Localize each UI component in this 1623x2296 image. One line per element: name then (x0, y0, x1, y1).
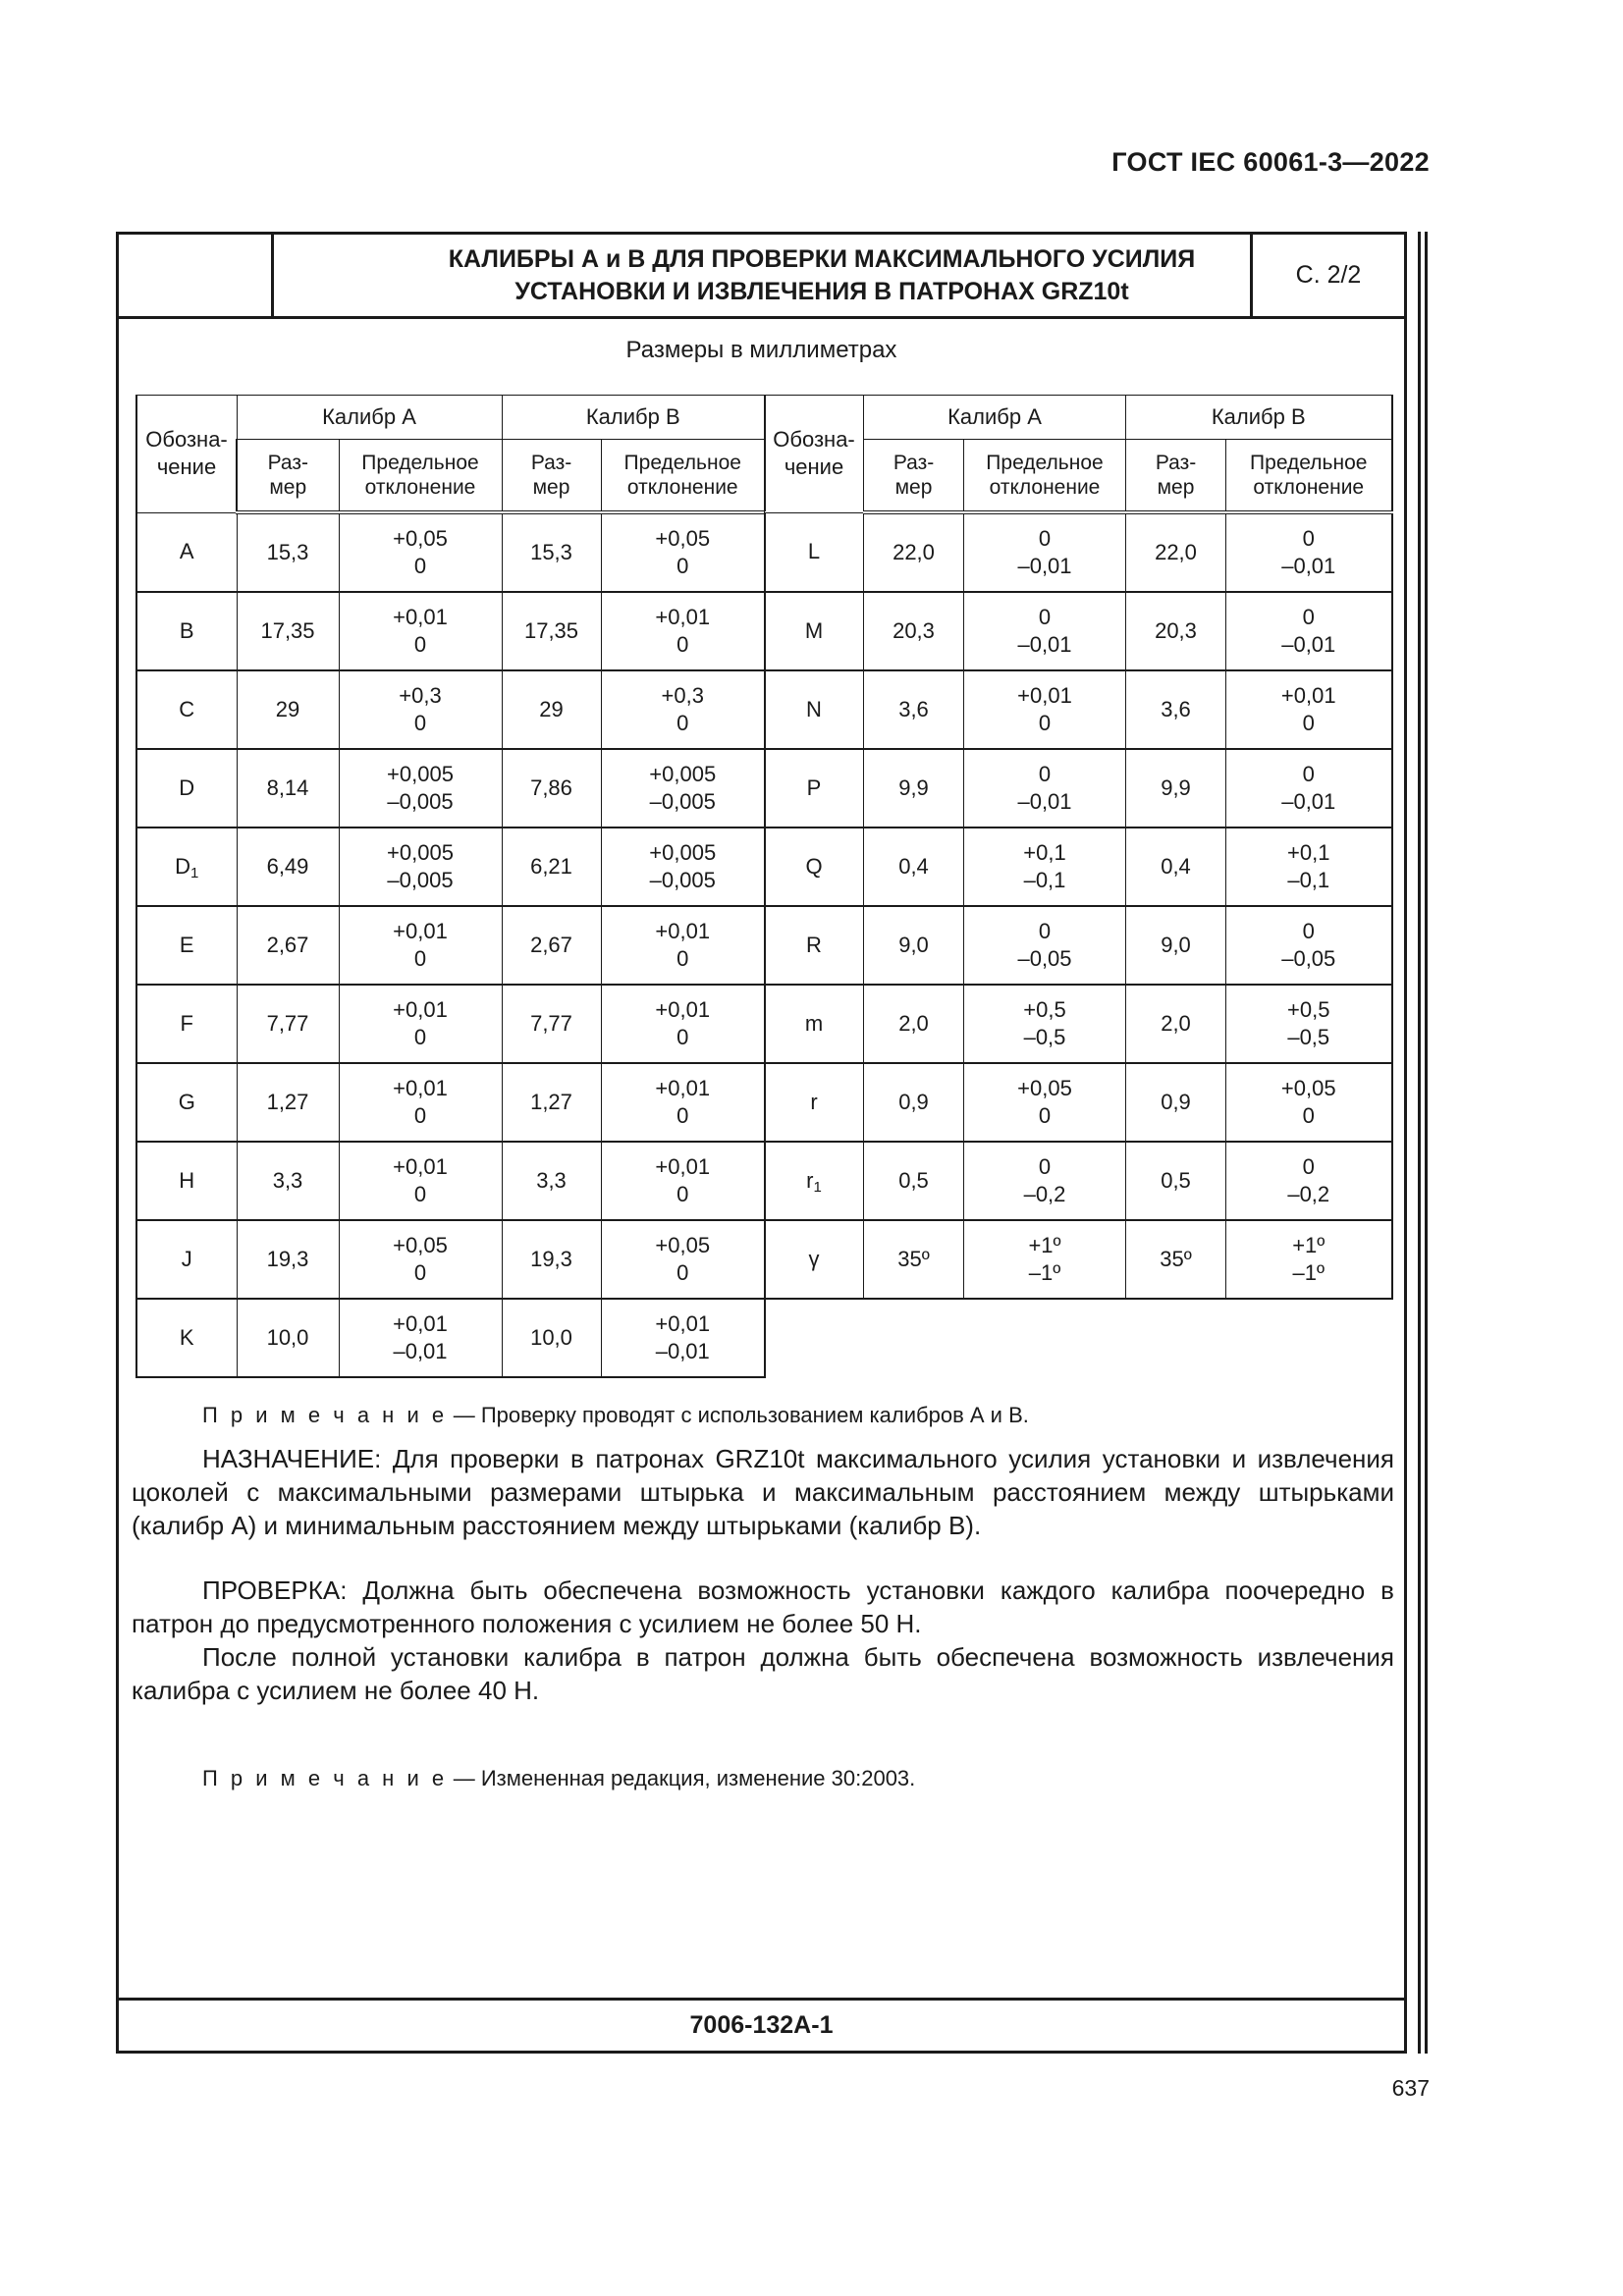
note-text: — Проверку проводят с использованием калибров А и В. (447, 1403, 1029, 1427)
gauge-a-size-cell: 19,3 (237, 1220, 339, 1299)
gauge-b-deviation-cell: 0 –0,05 (1226, 906, 1392, 985)
gauge-a-deviation-cell: +0,005 –0,005 (339, 749, 502, 828)
gauge-b-deviation-cell: +0,01 0 (601, 1142, 765, 1220)
gauge-b-deviation-cell: +0,01 0 (601, 985, 765, 1063)
designation-cell: C (136, 670, 237, 749)
gauge-a-deviation-cell: +0,05 0 (339, 512, 502, 592)
sheet-title-line-1: КАЛИБРЫ А и В ДЛЯ ПРОВЕРКИ МАКСИМАЛЬНОГО УСИЛИЯ (448, 244, 1196, 273)
gauge-a-size-cell: 29 (237, 670, 339, 749)
gauge-a-size-cell: 15,3 (237, 512, 339, 592)
gauge-b-size-cell: 6,21 (502, 828, 601, 906)
gauge-a-size-cell: 35º (864, 1220, 964, 1299)
document-code: ГОСТ IEC 60061-3—2022 (1111, 147, 1430, 177)
gauge-b-size-cell: 2,0 (1126, 985, 1226, 1063)
gauge-b-deviation-cell: +0,5 –0,5 (1226, 985, 1392, 1063)
gauge-a-size-cell: 20,3 (864, 592, 964, 670)
designation-cell: G (136, 1063, 237, 1142)
gauge-a-size-cell: 0,9 (864, 1063, 964, 1142)
designation-cell: $r_1$ (765, 1142, 864, 1220)
check-paragraph-2: После полной установки калибра в патрон должна быть обеспечена возможность извлечения калибра с усилием не более 40 Н. (132, 1642, 1394, 1705)
units-caption: Размеры в миллиметрах (625, 337, 897, 363)
designation-cell: A (136, 512, 237, 592)
gauge-b-size-cell: 2,67 (502, 906, 601, 985)
designation-cell: P (765, 749, 864, 828)
gauge-a-size-cell: 10,0 (237, 1299, 339, 1377)
check-paragraph: ПРОВЕРКА: Должна быть обеспечена возможность установки каждого калибра поочередно в патрон до предусмотренного положения с усилием не более 50 Н. (132, 1575, 1394, 1638)
gauge-table-left (135, 395, 766, 1378)
header-gauge-b: Калибр В (1126, 396, 1392, 440)
header-gauge-a: Калибр А (864, 396, 1126, 440)
header-size: Раз- мер (1126, 440, 1226, 513)
gauge-a-deviation-cell: +0,01 0 (339, 1142, 502, 1220)
gauge-a-size-cell: 8,14 (237, 749, 339, 828)
gauge-a-deviation-cell: +0,01 0 (339, 1063, 502, 1142)
table-row (765, 906, 1392, 985)
gauge-b-deviation-cell: 0 –0,2 (1226, 1142, 1392, 1220)
designation-cell: H (136, 1142, 237, 1220)
header-designation: Обозна- чение (136, 396, 237, 513)
gauge-b-size-cell: 9,9 (1126, 749, 1226, 828)
table-row (136, 1142, 765, 1220)
gauge-b-deviation-cell: +0,01 0 (601, 592, 765, 670)
gauge-b-deviation-cell: +0,05 0 (1226, 1063, 1392, 1142)
gauge-a-size-cell: 0,5 (864, 1142, 964, 1220)
gauge-a-size-cell: 2,0 (864, 985, 964, 1063)
table-row (765, 1220, 1392, 1299)
gauge-b-deviation-cell: +0,01 0 (601, 1063, 765, 1142)
header-deviation: Предельное отклонение (339, 440, 502, 513)
designation-cell: m (765, 985, 864, 1063)
gauge-a-size-cell: 1,27 (237, 1063, 339, 1142)
header-size: Раз- мер (237, 440, 339, 513)
header-deviation: Предельное отклонение (964, 440, 1126, 513)
gauge-b-deviation-cell: +0,3 0 (601, 670, 765, 749)
gauge-b-deviation-cell: +1º –1º (1226, 1220, 1392, 1299)
designation-cell: M (765, 592, 864, 670)
note-label: П р и м е ч а н и е (202, 1403, 448, 1427)
gauge-a-deviation-cell: +0,005 –0,005 (339, 828, 502, 906)
sheet-title (274, 235, 1370, 316)
table-row (136, 749, 765, 828)
gauge-b-deviation-cell: 0 –0,01 (1226, 749, 1392, 828)
gauge-b-deviation-cell: 0 –0,01 (1226, 512, 1392, 592)
table-row (136, 906, 765, 985)
table-row (765, 512, 1392, 592)
gauge-b-deviation-cell: +0,01 0 (1226, 670, 1392, 749)
sheet-footer-code: 7006-132A-1 (119, 1998, 1404, 2051)
designation-cell: E (136, 906, 237, 985)
header-deviation: Предельное отклонение (601, 440, 765, 513)
designation-cell: F (136, 985, 237, 1063)
frame-border-line (1418, 232, 1421, 2054)
gauge-a-deviation-cell: +0,01 0 (339, 592, 502, 670)
gauge-a-size-cell: 7,77 (237, 985, 339, 1063)
designation-cell: $D_1$ (136, 828, 237, 906)
gauge-a-deviation-cell: +0,01 0 (964, 670, 1126, 749)
page-number: 637 (1391, 2075, 1430, 2101)
header-deviation: Предельное отклонение (1226, 440, 1392, 513)
gauge-b-deviation-cell: +0,05 0 (601, 512, 765, 592)
gauge-a-deviation-cell: +0,01 0 (339, 985, 502, 1063)
gauge-b-size-cell: 35º (1126, 1220, 1226, 1299)
gauge-b-size-cell: 7,86 (502, 749, 601, 828)
table-row (765, 670, 1392, 749)
table-row (136, 592, 765, 670)
gauge-b-deviation-cell: 0 –0,01 (1226, 592, 1392, 670)
gauge-b-size-cell: 0,9 (1126, 1063, 1226, 1142)
designation-cell: Q (765, 828, 864, 906)
header-size: Раз- мер (864, 440, 964, 513)
gauge-b-size-cell: 7,77 (502, 985, 601, 1063)
table-row (136, 1299, 765, 1377)
gauge-b-deviation-cell: +0,1 –0,1 (1226, 828, 1392, 906)
gauge-b-deviation-cell: +0,05 0 (601, 1220, 765, 1299)
table-row (136, 512, 765, 592)
designation-cell: γ (765, 1220, 864, 1299)
table-row (765, 985, 1392, 1063)
designation-cell: L (765, 512, 864, 592)
table-row (765, 1063, 1392, 1142)
header-blank-cell (119, 235, 274, 316)
gauge-b-size-cell: 29 (502, 670, 601, 749)
gauge-b-size-cell: 0,4 (1126, 828, 1226, 906)
header-gauge-b: Калибр В (502, 396, 765, 440)
table-row (136, 828, 765, 906)
gauge-a-size-cell: 2,67 (237, 906, 339, 985)
gauge-b-size-cell: 17,35 (502, 592, 601, 670)
gauge-a-deviation-cell: 0 –0,05 (964, 906, 1126, 985)
note-text: — Измененная редакция, изменение 30:2003. (447, 1766, 916, 1790)
gauge-a-deviation-cell: +0,5 –0,5 (964, 985, 1126, 1063)
gauge-a-size-cell: 17,35 (237, 592, 339, 670)
header-size: Раз- мер (502, 440, 601, 513)
header-gauge-a: Калибр А (237, 396, 502, 440)
designation-cell: K (136, 1299, 237, 1377)
gauge-b-size-cell: 1,27 (502, 1063, 601, 1142)
gauge-a-size-cell: 22,0 (864, 512, 964, 592)
gauge-a-deviation-cell: 0 –0,2 (964, 1142, 1126, 1220)
drawing-sheet-frame (116, 232, 1407, 2054)
header-designation: Обозна- чение (765, 396, 864, 513)
frame-border-line (1425, 232, 1428, 2054)
table-row (765, 592, 1392, 670)
gauge-a-deviation-cell: 0 –0,01 (964, 512, 1126, 592)
gauge-b-size-cell: 0,5 (1126, 1142, 1226, 1220)
gauge-b-size-cell: 10,0 (502, 1299, 601, 1377)
gauge-b-deviation-cell: +0,01 –0,01 (601, 1299, 765, 1377)
gauge-b-deviation-cell: +0,01 0 (601, 906, 765, 985)
gauge-a-deviation-cell: +0,1 –0,1 (964, 828, 1126, 906)
gauge-b-deviation-cell: +0,005 –0,005 (601, 749, 765, 828)
table-row (136, 670, 765, 749)
sheet-number: С. 2/2 (1250, 235, 1404, 316)
gauge-table-right (764, 395, 1393, 1300)
table-row (765, 749, 1392, 828)
gauge-a-deviation-cell: +0,05 0 (964, 1063, 1126, 1142)
designation-cell: N (765, 670, 864, 749)
amendment-note (202, 1766, 915, 1791)
table-row (136, 1220, 765, 1299)
gauge-a-size-cell: 9,9 (864, 749, 964, 828)
gauge-a-size-cell: 9,0 (864, 906, 964, 985)
gauge-b-size-cell: 3,3 (502, 1142, 601, 1220)
gauge-a-deviation-cell: +0,01 0 (339, 906, 502, 985)
designation-cell: R (765, 906, 864, 985)
gauge-a-deviation-cell: +0,01 –0,01 (339, 1299, 502, 1377)
gauge-a-size-cell: 3,6 (864, 670, 964, 749)
table-note (202, 1403, 1029, 1428)
gauge-a-deviation-cell: 0 –0,01 (964, 592, 1126, 670)
gauge-b-size-cell: 22,0 (1126, 512, 1226, 592)
gauge-b-size-cell: 3,6 (1126, 670, 1226, 749)
sheet-header (119, 235, 1404, 319)
gauge-a-deviation-cell: +0,3 0 (339, 670, 502, 749)
designation-cell: B (136, 592, 237, 670)
table-row (136, 1063, 765, 1142)
table-row (765, 1142, 1392, 1220)
gauge-b-size-cell: 20,3 (1126, 592, 1226, 670)
gauge-b-size-cell: 15,3 (502, 512, 601, 592)
gauge-b-size-cell: 19,3 (502, 1220, 601, 1299)
designation-cell: J (136, 1220, 237, 1299)
designation-cell: r (765, 1063, 864, 1142)
gauge-a-size-cell: 3,3 (237, 1142, 339, 1220)
table-row (136, 985, 765, 1063)
gauge-b-deviation-cell: +0,005 –0,005 (601, 828, 765, 906)
table-row (765, 828, 1392, 906)
purpose-paragraph: НАЗНАЧЕНИЕ: Для проверки в патронах GRZ10t максимального усилия установки и извлечения цоколей с максимальными размерами штырька и максимальным расстоянием между штырьками (калибр А) и минимальным расстоянием между штырьками (калибр В). (132, 1444, 1394, 1540)
gauge-a-deviation-cell: +1º –1º (964, 1220, 1126, 1299)
gauge-b-size-cell: 9,0 (1126, 906, 1226, 985)
gauge-a-deviation-cell: +0,05 0 (339, 1220, 502, 1299)
gauge-a-deviation-cell: 0 –0,01 (964, 749, 1126, 828)
note-label: П р и м е ч а н и е (202, 1766, 448, 1790)
sheet-title-line-2: УСТАНОВКИ И ИЗВЛЕЧЕНИЯ В ПАТРОНАХ GRZ10t (514, 277, 1129, 305)
designation-cell: D (136, 749, 237, 828)
gauge-a-size-cell: 6,49 (237, 828, 339, 906)
gauge-a-size-cell: 0,4 (864, 828, 964, 906)
